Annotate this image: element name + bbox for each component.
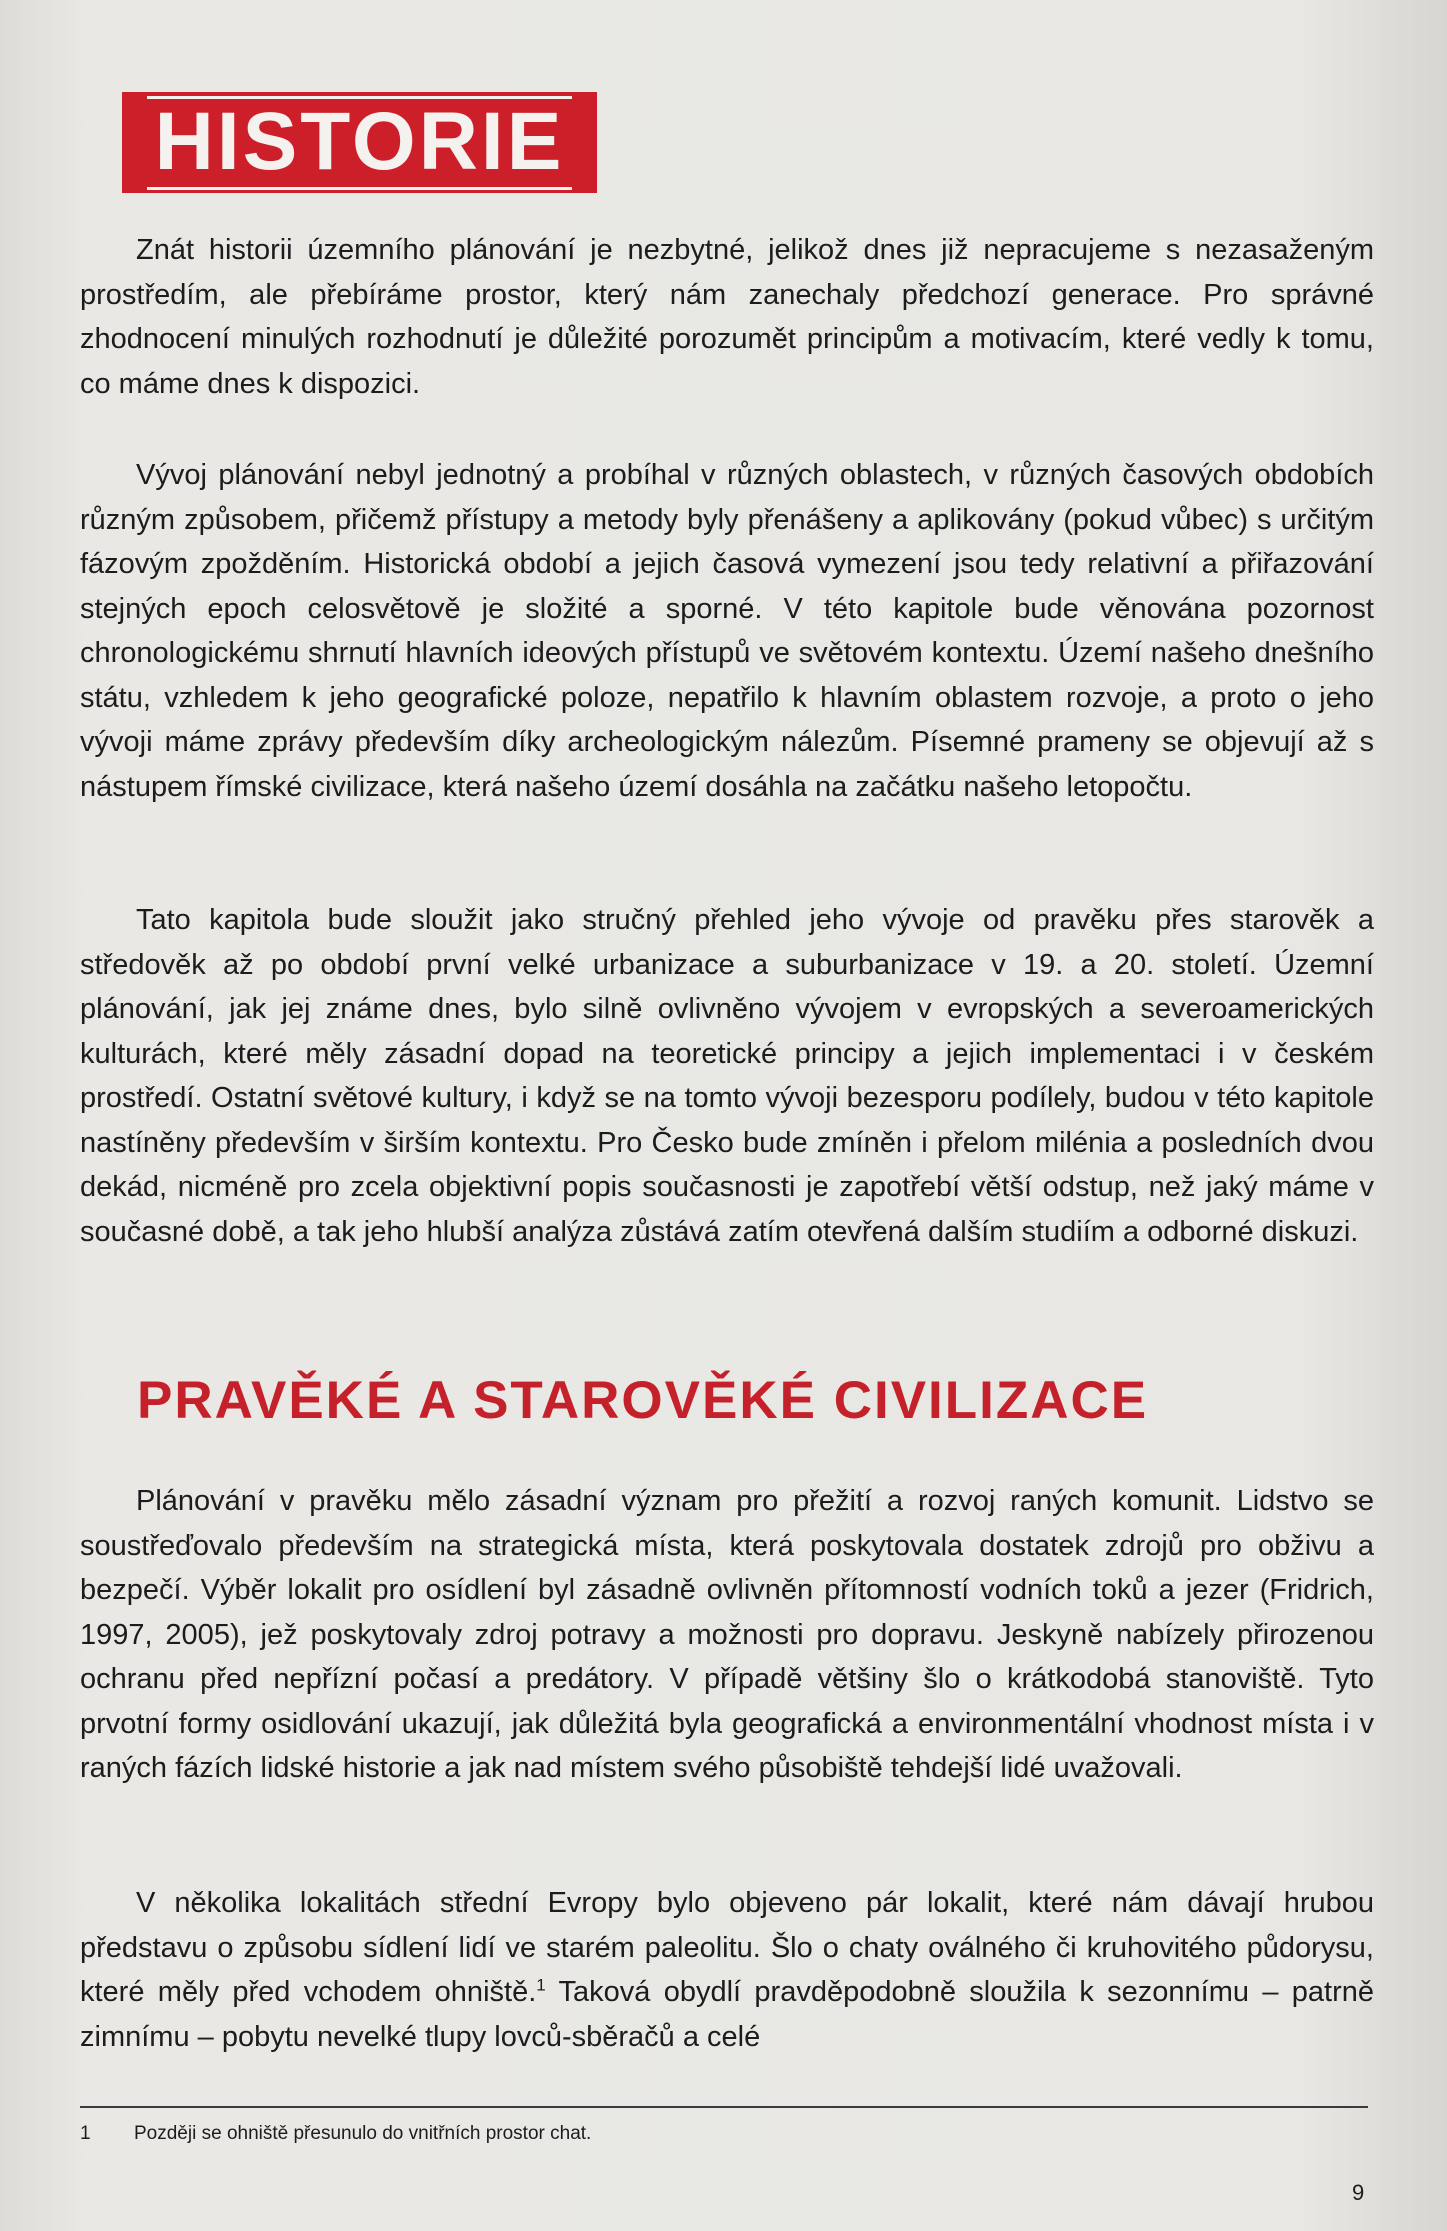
footnote-text: Později se ohniště přesunulo do vnitřních prostor chat. <box>134 2123 592 2144</box>
section-paragraph-2 <box>80 1881 1374 2059</box>
page-number: 9 <box>1352 2180 1365 2205</box>
paragraph-text: Plánování v pravěku mělo zásadní význam pro přežití a rozvoj raných komunit. Lidstvo se soustřeďovalo především na strategická místa, která poskytovala dostatek zdrojů pro obživu a bezpečí. Výběr lokalit pro osídlení byl zásadně ovlivněn přítomností vodních toků a jezer (Fridrich, 1997, 2005), jež poskytovaly zdroj potravy a možnosti pro dopravu. Jeskyně nabízely přirozenou ochranu před nepřízní počasí a predátory. V případě většiny šlo o krátkodobá stanoviště. Tyto prvotní formy osidlování ukazují, jak důležitá byla geografická a environmentální vhodnost místa i v raných fázích lidské historie a jak nad místem svého působiště tehdejší lidé uvažovali. <box>80 1485 1374 1784</box>
footnote-number: 1 <box>80 2123 91 2144</box>
footnote <box>80 2121 1280 2147</box>
chapter-title: HISTORIE <box>147 96 573 190</box>
chapter-title-banner <box>122 92 597 193</box>
paragraph-text-before-note: V několika lokalitách střední Evropy bylo objeveno pár lokalit, které nám dávají hrubou představu o způsobu sídlení lidí ve starém paleolitu. Šlo o chaty oválného či kruhovitého půdorysu, které měly před vchodem ohniště. <box>80 1887 1374 2008</box>
paragraph-text <box>80 1881 1374 2059</box>
intro-paragraph-2 <box>80 453 1374 809</box>
paragraph-text-after-note: Taková obydlí pravděpodobně sloužila k sezonnímu – patrně zimnímu – pobytu nevelké tlupy lovců-sběračů a celé <box>80 1976 1374 2053</box>
section-title: PRAVĚKÉ A STAROVĚKÉ CIVILIZACE <box>137 1371 1149 1430</box>
footnote-reference[interactable]: 1 <box>536 1975 546 1995</box>
section-paragraph-1 <box>80 1479 1374 1791</box>
paragraph-text: Znát historii územního plánování je nezbytné, jelikož dnes již nepracujeme s nezasaženým prostředím, ale přebíráme prostor, který nám zanechaly předchozí generace. Pro správné zhodnocení minulých rozhodnutí je důležité porozumět principům a motivacím, které vedly k tomu, co máme dnes k dispozici. <box>80 234 1374 400</box>
intro-paragraph-3 <box>80 898 1374 1254</box>
paragraph-text: Vývoj plánování nebyl jednotný a probíhal v různých oblastech, v různých časových obdobích různým způsobem, přičemž přístupy a metody byly přenášeny a aplikovány (pokud vůbec) s určitým fázovým zpožděním. Historická období a jejich časová vymezení jsou tedy relativní a přiřazování stejných epoch celosvětově je složité a sporné. V této kapitole bude věnována pozornost chronologickému shrnutí hlavních ideových přístupů ve světovém kontextu. Území našeho dnešního státu, vzhledem k jeho geografické poloze, nepatřilo k hlavním oblastem rozvoje, a proto o jeho vývoji máme zprávy především díky archeologickým nálezům. Písemné prameny se objevují až s nástupem římské civilizace, která našeho území dosáhla na začátku našeho letopočtu. <box>80 459 1374 803</box>
paragraph-text: Tato kapitola bude sloužit jako stručný přehled jeho vývoje od pravěku přes starověk a středověk až po období první velké urbanizace a suburbanizace v 19. a 20. století. Územní plánování, jak jej známe dnes, bylo silně ovlivněno vývojem v evropských a severoamerických kulturách, které měly zásadní dopad na teoretické principy a jejich implementaci i v českém prostředí. Ostatní světové kultury, i když se na tomto vývoji bezesporu podílely, budou v této kapitole nastíněny především v širším kontextu. Pro Česko bude zmíněn i přelom milénia a posledních dvou dekád, nicméně pro zcela objektivní popis současnosti je zapotřebí větší odstup, než jaký máme v současné době, a tak jeho hlubší analýza zůstává zatím otevřená dalším studiím a odborné diskuzi. <box>80 904 1374 1248</box>
intro-paragraph-1 <box>80 228 1374 406</box>
footnote-divider <box>80 2106 1368 2108</box>
